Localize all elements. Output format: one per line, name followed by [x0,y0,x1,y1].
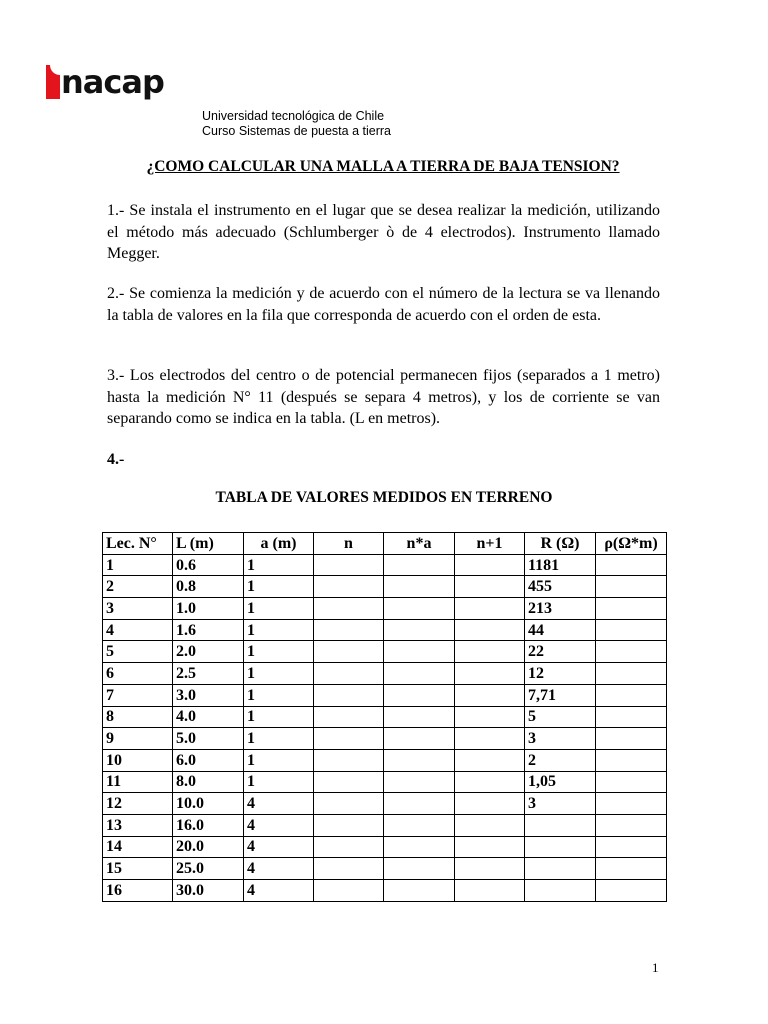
table-row [103,728,667,750]
cell-n [314,684,384,706]
cell-l: 1.6 [173,619,244,641]
cell-n-times-a [384,619,455,641]
cell-l: 20.0 [173,836,244,858]
cell-resistivity [596,641,667,663]
cell-n-plus-1 [455,598,525,620]
cell-a: 1 [244,728,314,750]
cell-lectura: 7 [103,684,173,706]
cell-n-plus-1 [455,728,525,750]
table-row [103,576,667,598]
cell-lectura: 14 [103,836,173,858]
cell-n-plus-1 [455,749,525,771]
cell-n [314,771,384,793]
cell-resistivity [596,598,667,620]
cell-resistance [525,814,596,836]
document-title: ¿COMO CALCULAR UNA MALLA A TIERRA DE BAJA TENSION? [146,158,620,175]
cell-n-times-a [384,576,455,598]
cell-n-times-a [384,836,455,858]
cell-n-plus-1 [455,641,525,663]
cell-resistance: 22 [525,641,596,663]
cell-resistance: 7,71 [525,684,596,706]
cell-l: 5.0 [173,728,244,750]
cell-resistivity [596,728,667,750]
cell-n-times-a [384,728,455,750]
cell-n-plus-1 [455,793,525,815]
cell-n-times-a [384,598,455,620]
cell-l: 6.0 [173,749,244,771]
cell-lectura: 1 [103,554,173,576]
header-n-times-a: n*a [384,533,455,555]
table-body [103,554,667,901]
cell-resistance: 44 [525,619,596,641]
table-row [103,706,667,728]
cell-n-times-a [384,641,455,663]
cell-n [314,793,384,815]
cell-n-times-a [384,663,455,685]
cell-a: 4 [244,858,314,880]
table-row [103,880,667,902]
cell-resistance [525,880,596,902]
cell-resistance: 1,05 [525,771,596,793]
paragraph-step-4: 4.- [107,451,125,468]
cell-lectura: 11 [103,771,173,793]
cell-a: 1 [244,684,314,706]
cell-a: 1 [244,598,314,620]
cell-a: 1 [244,641,314,663]
cell-n [314,728,384,750]
cell-n-plus-1 [455,836,525,858]
paragraph-step-2: 2.- Se comienza la medición y de acuerdo con el número de la lectura se va llenando la tabla de valores en la fila que corresponda de acuerdo con el orden de esta. [107,285,660,324]
cell-a: 4 [244,814,314,836]
inacap-logo-mark [46,65,60,99]
cell-l: 3.0 [173,684,244,706]
cell-n-times-a [384,858,455,880]
cell-lectura: 2 [103,576,173,598]
cell-n-plus-1 [455,663,525,685]
course-name: Curso Sistemas de puesta a tierra [202,124,391,138]
inacap-logo-text: nacap [61,63,164,101]
cell-resistance [525,836,596,858]
cell-lectura: 5 [103,641,173,663]
cell-n [314,836,384,858]
cell-lectura: 4 [103,619,173,641]
inacap-logo [46,60,196,104]
header-n-plus-1: n+1 [455,533,525,555]
header-a: a (m) [244,533,314,555]
cell-n-times-a [384,880,455,902]
cell-resistivity [596,814,667,836]
cell-l: 2.0 [173,641,244,663]
cell-a: 1 [244,663,314,685]
cell-l: 25.0 [173,858,244,880]
cell-n [314,663,384,685]
cell-lectura: 10 [103,749,173,771]
cell-lectura: 3 [103,598,173,620]
cell-l: 0.6 [173,554,244,576]
cell-l: 0.8 [173,576,244,598]
header-resistivity: ρ(Ω*m) [596,533,667,555]
cell-n [314,814,384,836]
cell-l: 10.0 [173,793,244,815]
table-row [103,641,667,663]
table-row [103,771,667,793]
cell-n-plus-1 [455,706,525,728]
cell-n [314,858,384,880]
cell-n-plus-1 [455,554,525,576]
table-row [103,793,667,815]
cell-l: 8.0 [173,771,244,793]
cell-resistance: 213 [525,598,596,620]
cell-a: 1 [244,771,314,793]
page-number: 1 [652,960,659,975]
cell-n-plus-1 [455,814,525,836]
cell-a: 1 [244,554,314,576]
table-row [103,858,667,880]
table-title: TABLA DE VALORES MEDIDOS EN TERRENO [215,489,553,506]
cell-n-plus-1 [455,576,525,598]
paragraph-step-3: 3.- Los electrodos del centro o de potencial permanecen fijos (separados a 1 metro) hasta la medición N° 11 (después se separa 4 metros), y los de corriente se van separando como se indica en la tabla. (L en metros). [107,367,660,427]
cell-n-times-a [384,793,455,815]
cell-a: 4 [244,793,314,815]
table-row [103,619,667,641]
cell-n [314,749,384,771]
measurement-table [102,532,667,902]
cell-resistivity [596,880,667,902]
header-l: L (m) [173,533,244,555]
cell-n-times-a [384,684,455,706]
header-lectura: Lec. N° [103,533,173,555]
cell-n-times-a [384,554,455,576]
cell-resistivity [596,706,667,728]
cell-l: 16.0 [173,814,244,836]
cell-n-times-a [384,749,455,771]
cell-n [314,576,384,598]
cell-n [314,641,384,663]
cell-n-plus-1 [455,880,525,902]
cell-n-times-a [384,706,455,728]
table-row [103,554,667,576]
cell-resistance: 3 [525,793,596,815]
paragraph-step-1: 1.- Se instala el instrumento en el lugar que se desea realizar la medición, utilizando el método más adecuado (Schlumberger ò de 4 electrodos). Instrumento llamado Megger. [107,202,660,262]
cell-resistivity [596,749,667,771]
cell-n [314,598,384,620]
cell-a: 1 [244,706,314,728]
cell-n-times-a [384,814,455,836]
cell-resistance: 5 [525,706,596,728]
cell-a: 1 [244,749,314,771]
cell-l: 1.0 [173,598,244,620]
header-resistance: R (Ω) [525,533,596,555]
institution-info [202,109,391,139]
cell-n [314,619,384,641]
table-row [103,598,667,620]
cell-resistance: 12 [525,663,596,685]
cell-lectura: 9 [103,728,173,750]
cell-a: 1 [244,619,314,641]
table-row [103,684,667,706]
cell-n [314,880,384,902]
cell-n [314,706,384,728]
cell-l: 30.0 [173,880,244,902]
table-row [103,749,667,771]
cell-n [314,554,384,576]
cell-resistance: 455 [525,576,596,598]
cell-lectura: 6 [103,663,173,685]
cell-n-plus-1 [455,684,525,706]
cell-lectura: 12 [103,793,173,815]
cell-n-plus-1 [455,619,525,641]
cell-lectura: 16 [103,880,173,902]
cell-a: 4 [244,836,314,858]
cell-l: 2.5 [173,663,244,685]
cell-n-plus-1 [455,858,525,880]
cell-resistance: 3 [525,728,596,750]
cell-resistance: 1181 [525,554,596,576]
cell-a: 4 [244,880,314,902]
cell-resistivity [596,619,667,641]
header-n: n [314,533,384,555]
cell-lectura: 13 [103,814,173,836]
cell-resistivity [596,663,667,685]
cell-resistivity [596,576,667,598]
cell-lectura: 8 [103,706,173,728]
cell-resistivity [596,858,667,880]
cell-resistivity [596,771,667,793]
table-row [103,663,667,685]
cell-lectura: 15 [103,858,173,880]
cell-resistivity [596,684,667,706]
cell-a: 1 [244,576,314,598]
cell-resistance: 2 [525,749,596,771]
table-header-row [103,533,667,555]
table-row [103,836,667,858]
cell-n-times-a [384,771,455,793]
cell-resistivity [596,836,667,858]
cell-resistance [525,858,596,880]
cell-l: 4.0 [173,706,244,728]
table-row [103,814,667,836]
institution-name: Universidad tecnológica de Chile [202,109,385,123]
cell-resistivity [596,554,667,576]
cell-n-plus-1 [455,771,525,793]
cell-resistivity [596,793,667,815]
